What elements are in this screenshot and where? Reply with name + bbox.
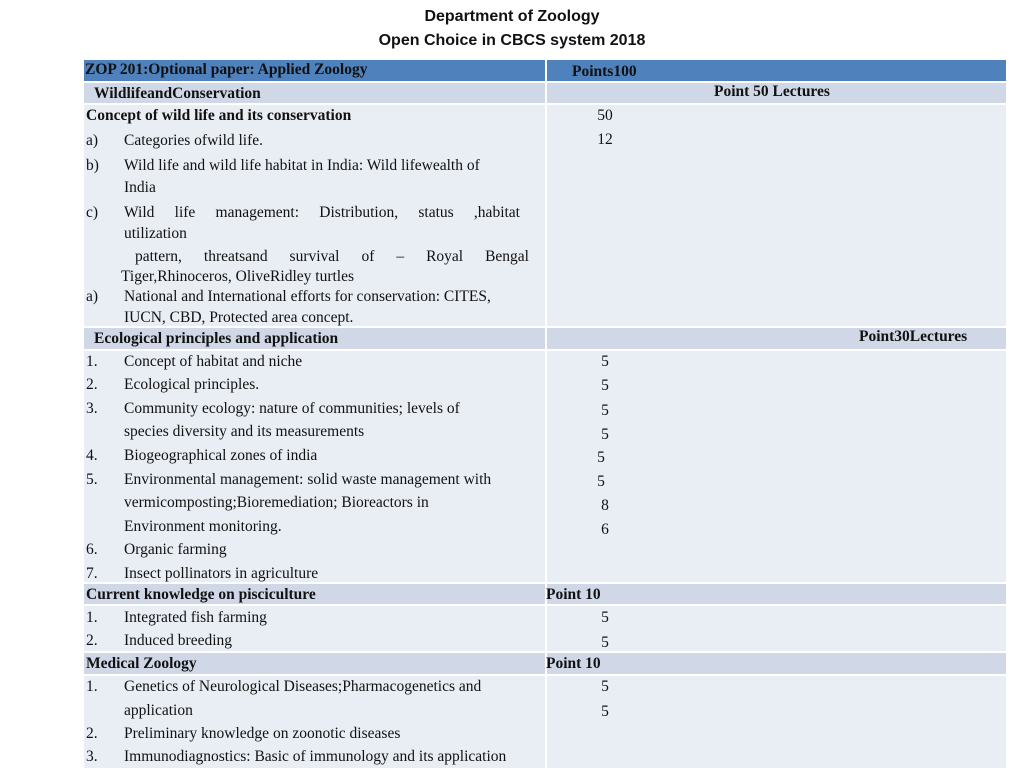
- section-points: Point 10: [546, 655, 601, 672]
- item-text: Insect pollinators in agriculture: [124, 565, 319, 582]
- page-title: Department of Zoology: [424, 8, 600, 25]
- item-marker: 2.: [86, 376, 98, 393]
- item-text: Immunodiagnostics: Basic of immunology and its application: [124, 748, 507, 765]
- lecture-count: 5: [601, 609, 609, 626]
- section-heading: Ecological principles and application: [94, 330, 339, 347]
- item-marker: 3.: [86, 400, 98, 417]
- section-heading: WildlifeandConservation: [94, 85, 261, 102]
- item-text: pattern, threatsand survival of – Royal Bengal: [135, 248, 529, 265]
- section-points: Point 50 Lectures: [714, 83, 830, 100]
- lecture-count: 5: [601, 426, 609, 443]
- item-text: Tiger,Rhinoceros, OliveRidley turtles: [121, 268, 355, 285]
- item-text: IUCN, CBD, Protected area concept.: [124, 309, 354, 326]
- lecture-count: 5: [601, 678, 609, 695]
- page-subtitle: Open Choice in CBCS system 2018: [378, 32, 646, 49]
- item-text: Induced breeding: [124, 632, 233, 649]
- lecture-count: 12: [597, 131, 613, 148]
- item-marker: 6.: [86, 541, 98, 558]
- item-text: National and International efforts for conservation: CITES,: [124, 288, 491, 305]
- lecture-count: 5: [601, 377, 609, 394]
- item-text: Biogeographical zones of india: [124, 447, 318, 464]
- item-marker: 5.: [86, 471, 98, 488]
- lecture-count: 50: [597, 107, 613, 124]
- item-marker: 4.: [86, 447, 98, 464]
- section-points: Point30Lectures: [859, 328, 968, 345]
- item-text: species diversity and its measurements: [124, 423, 365, 440]
- lecture-count: 8: [601, 497, 609, 514]
- subheading: Concept of wild life and its conservation: [86, 107, 352, 124]
- item-text: Environmental management: solid waste management with: [124, 471, 492, 488]
- lecture-count: 5: [597, 449, 605, 466]
- paper-points: Points100: [572, 63, 637, 80]
- item-text: vermicomposting;Bioremediation; Bioreactors in: [124, 494, 429, 511]
- item-marker: 1.: [86, 609, 98, 626]
- item-text: Genetics of Neurological Diseases;Pharmacogenetics and: [124, 678, 482, 695]
- lecture-count: 6: [601, 521, 609, 538]
- item-marker: 3.: [86, 748, 98, 765]
- section-heading: Medical Zoology: [86, 655, 197, 672]
- item-marker: b): [86, 157, 99, 174]
- item-text: Integrated fish farming: [124, 609, 267, 626]
- lecture-count: 5: [601, 402, 609, 419]
- item-text: Community ecology: nature of communities; levels of: [124, 400, 460, 417]
- item-marker: 2.: [86, 632, 98, 649]
- item-text: Preliminary knowledge on zoonotic diseases: [124, 725, 401, 742]
- paper-title: ZOP 201:Optional paper: Applied Zoology: [85, 61, 368, 78]
- item-text: India: [124, 179, 156, 196]
- item-text: Categories ofwild life.: [124, 132, 264, 149]
- item-marker: c): [86, 204, 99, 221]
- item-marker: 7.: [86, 565, 98, 582]
- lecture-count: 5: [601, 703, 609, 720]
- section-points: Point 10: [546, 586, 601, 603]
- item-text: application: [124, 702, 193, 719]
- item-text: Organic farming: [124, 541, 227, 558]
- item-text: Wild life and wild life habitat in India: Wild lifewealth of: [124, 157, 480, 174]
- item-text: Wild life management: Distribution, status ,habitat: [124, 204, 520, 221]
- item-text: Environment monitoring.: [124, 518, 282, 535]
- item-text: utilization: [124, 225, 187, 242]
- item-text: Ecological principles.: [124, 376, 260, 393]
- item-marker: 1.: [86, 678, 98, 695]
- item-marker: 2.: [86, 725, 98, 742]
- lecture-count: 5: [597, 473, 605, 490]
- item-marker: 1.: [86, 353, 98, 370]
- lecture-count: 5: [601, 353, 609, 370]
- lecture-count: 5: [601, 634, 609, 651]
- item-marker: a): [86, 288, 99, 305]
- item-marker: a): [86, 132, 99, 149]
- section-heading: Current knowledge on pisciculture: [86, 586, 316, 603]
- item-text: Concept of habitat and niche: [124, 353, 303, 370]
